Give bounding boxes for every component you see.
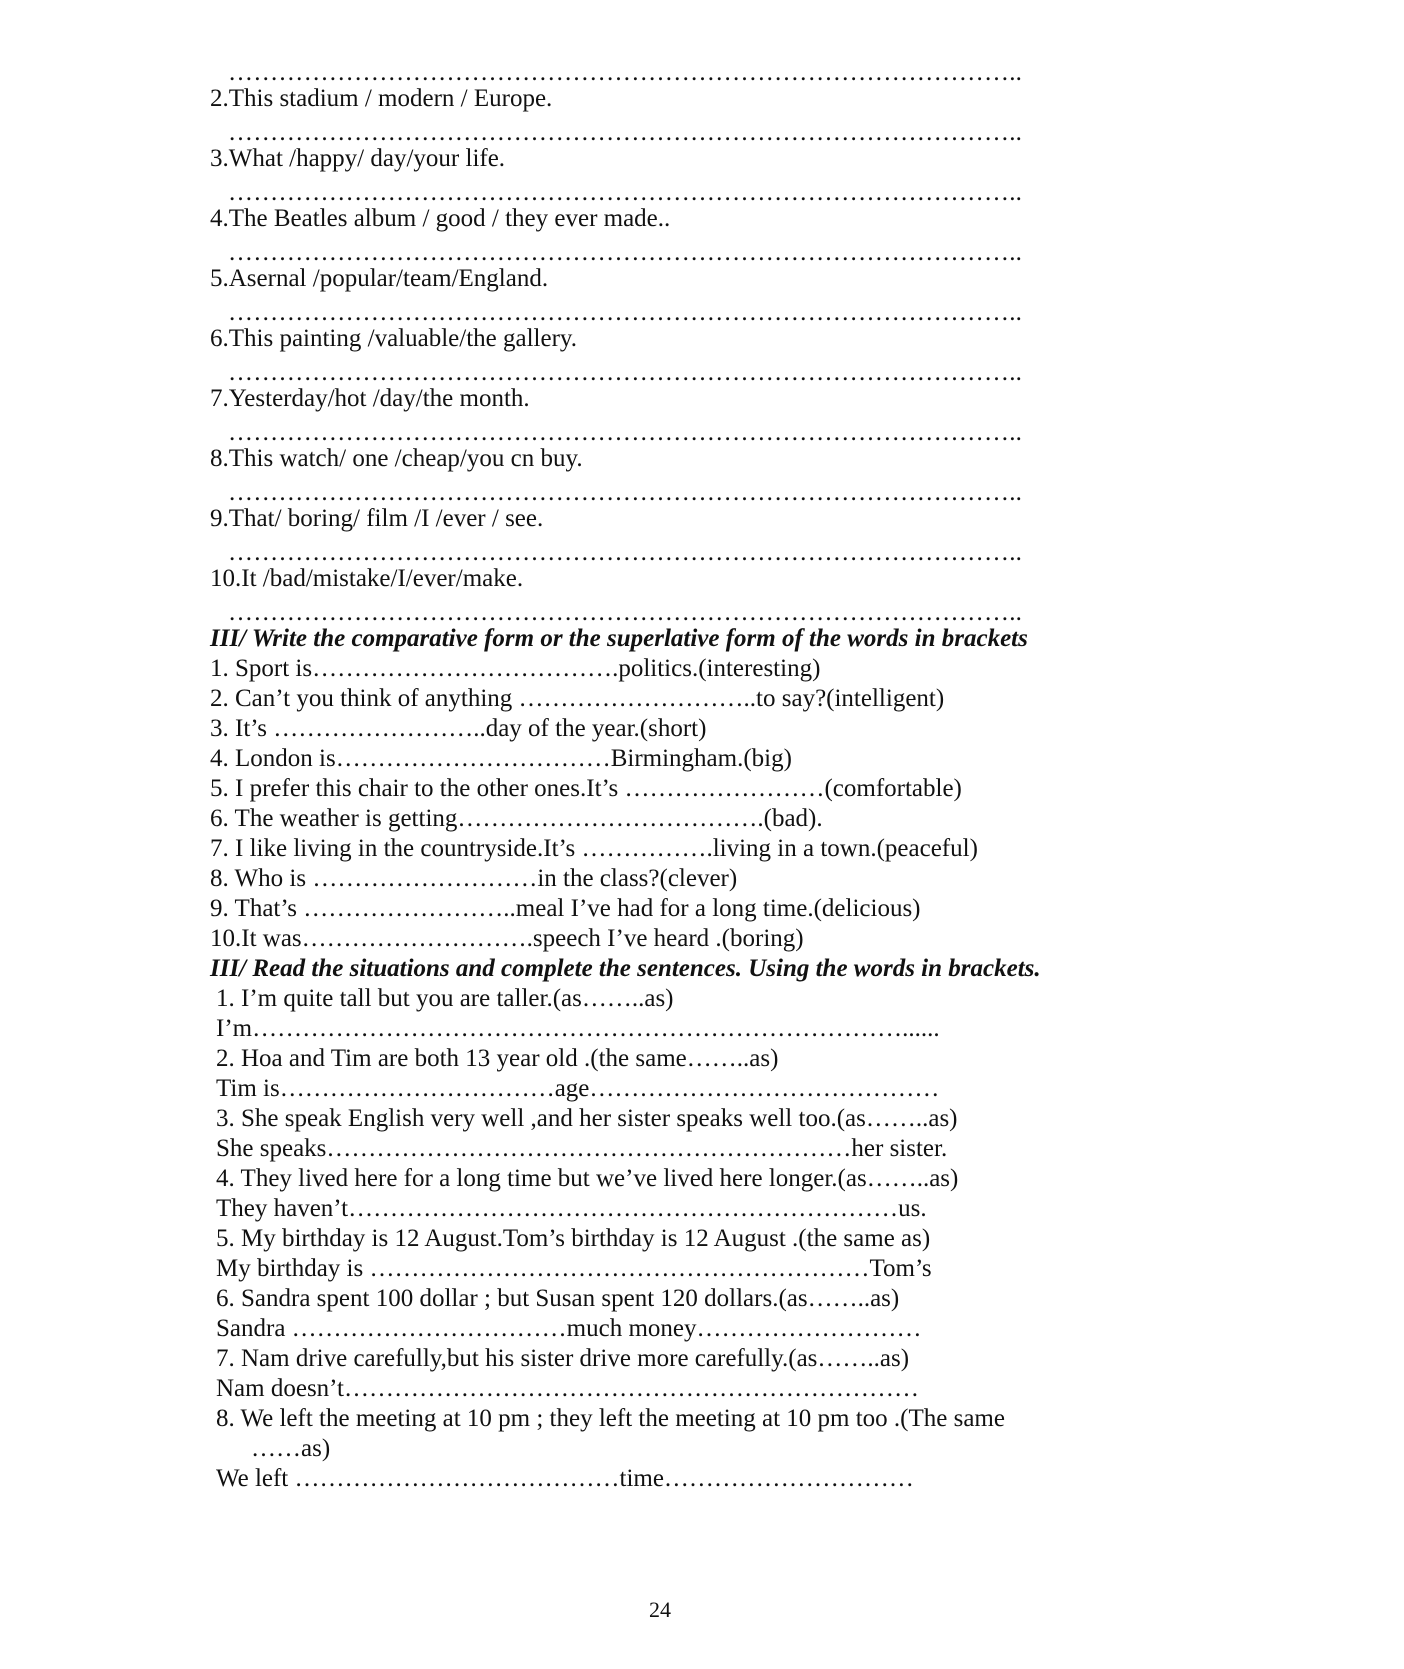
answer-line: ………………………………………………………………………………….. bbox=[228, 419, 1023, 446]
exercise-item: 8. Who is ………………………in the class?(clever) bbox=[210, 865, 738, 892]
exercise-item: 4.The Beatles album / good / they ever made.. bbox=[210, 205, 671, 232]
exercise-item: 10.It was……………………….speech I’ve heard .(boring) bbox=[210, 925, 804, 952]
exercise-item: 9. That’s ……………………..meal I’ve had for a long time.(delicious) bbox=[210, 895, 921, 922]
section-heading: III/ Write the comparative form or the superlative form of the words in brackets bbox=[210, 625, 1028, 652]
exercise-answer-line: They haven’t…………………………………………………………us. bbox=[216, 1195, 927, 1222]
exercise-answer-line: Sandra ……………………………much money……………………… bbox=[216, 1315, 922, 1342]
exercise-item: 5.Asernal /popular/team/England. bbox=[210, 265, 549, 292]
answer-line: ………………………………………………………………………………….. bbox=[228, 479, 1023, 506]
exercise-item: 3. It’s ……………………..day of the year.(short) bbox=[210, 715, 707, 742]
exercise-item: 4. London is……………………………Birmingham.(big) bbox=[210, 745, 792, 772]
exercise-item: 10.It /bad/mistake/I/ever/make. bbox=[210, 565, 524, 592]
exercise-item: 2. Can’t you think of anything ………………………..to say?(intelligent) bbox=[210, 685, 945, 712]
exercise-question: 4. They lived here for a long time but we’ve lived here longer.(as……..as) bbox=[216, 1165, 959, 1192]
exercise-item: 2.This stadium / modern / Europe. bbox=[210, 85, 553, 112]
exercise-item: 5. I prefer this chair to the other ones.It’s ……………………(comfortable) bbox=[210, 775, 962, 802]
answer-line: ………………………………………………………………………………….. bbox=[228, 299, 1023, 326]
answer-line: ………………………………………………………………………………….. bbox=[228, 119, 1023, 146]
exercise-question: 7. Nam drive carefully,but his sister drive more carefully.(as……..as) bbox=[216, 1345, 910, 1372]
exercise-item: 6. The weather is getting……………………………….(bad). bbox=[210, 805, 823, 832]
exercise-question: 1. I’m quite tall but you are taller.(as……..as) bbox=[216, 985, 674, 1012]
exercise-item: 8.This watch/ one /cheap/you cn buy. bbox=[210, 445, 583, 472]
exercise-item: 3.What /happy/ day/your life. bbox=[210, 145, 506, 172]
exercise-item: 7. I like living in the countryside.It’s …………….living in a town.(peaceful) bbox=[210, 835, 978, 862]
exercise-answer-line: Nam doesn’t…………………………………………………………… bbox=[216, 1375, 919, 1402]
exercise-question-continued: ……as) bbox=[251, 1435, 331, 1462]
answer-line: ………………………………………………………………………………….. bbox=[228, 539, 1023, 566]
answer-line: ………………………………………………………………………………….. bbox=[228, 599, 1023, 626]
exercise-answer-line: We left …………………………………time………………………… bbox=[216, 1465, 914, 1492]
exercise-answer-line: I’m……………………………………………………………………...... bbox=[216, 1015, 940, 1042]
exercise-item: 6.This painting /valuable/the gallery. bbox=[210, 325, 578, 352]
exercise-question: 6. Sandra spent 100 dollar ; but Susan spent 120 dollars.(as……..as) bbox=[216, 1285, 900, 1312]
exercise-answer-line: She speaks………………………………………………………her sister. bbox=[216, 1135, 948, 1162]
exercise-question: 5. My birthday is 12 August.Tom’s birthday is 12 August .(the same as) bbox=[216, 1225, 931, 1252]
section-heading: III/ Read the situations and complete the sentences. Using the words in brackets. bbox=[210, 955, 1041, 982]
exercise-question: 2. Hoa and Tim are both 13 year old .(the same……..as) bbox=[216, 1045, 779, 1072]
answer-line: ………………………………………………………………………………….. bbox=[228, 59, 1023, 86]
exercise-item: 1. Sport is……………………………….politics.(interesting) bbox=[210, 655, 821, 682]
exercise-question: 8. We left the meeting at 10 pm ; they left the meeting at 10 pm too .(The same bbox=[216, 1405, 1005, 1432]
answer-line: ………………………………………………………………………………….. bbox=[228, 359, 1023, 386]
exercise-question: 3. She speak English very well ,and her sister speaks well too.(as……..as) bbox=[216, 1105, 958, 1132]
exercise-answer-line: My birthday is ……………………………………………………Tom’s bbox=[216, 1255, 932, 1282]
exercise-item: 7.Yesterday/hot /day/the month. bbox=[210, 385, 530, 412]
exercise-answer-line: Tim is……………………………age…………………………………… bbox=[216, 1075, 940, 1102]
answer-line: ………………………………………………………………………………….. bbox=[228, 179, 1023, 206]
exercise-item: 9.That/ boring/ film /I /ever / see. bbox=[210, 505, 544, 532]
page-number: 24 bbox=[649, 1597, 671, 1622]
answer-line: ………………………………………………………………………………….. bbox=[228, 239, 1023, 266]
